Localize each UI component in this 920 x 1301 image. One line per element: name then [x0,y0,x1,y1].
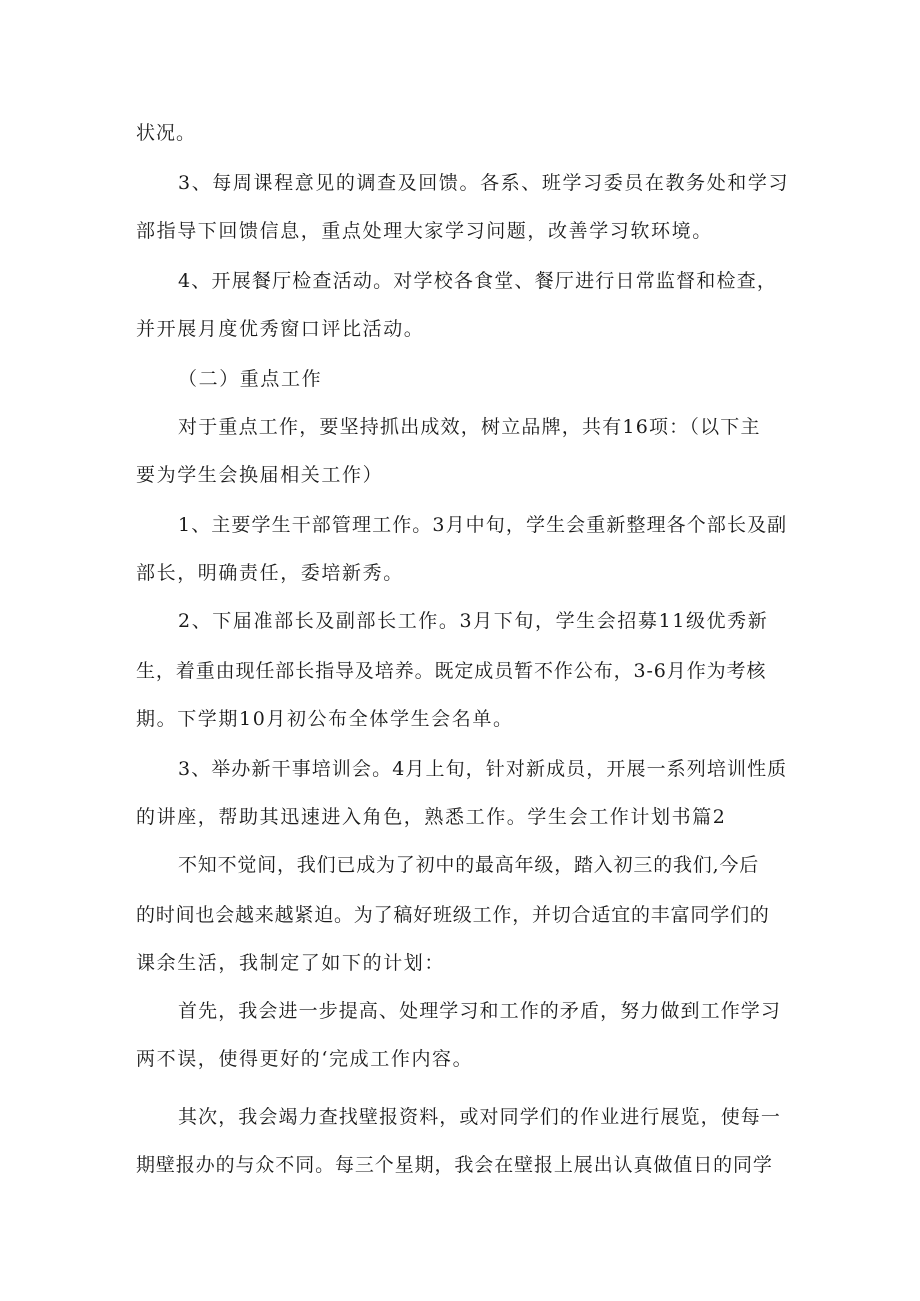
text-line: 部长，明确责任，委培新秀。 [136,562,404,584]
text-line: 并开展月度优秀窗口评比活动。 [136,318,425,340]
text-line: 两不误，使得更好的‘完成工作内容。 [136,1048,474,1070]
section-heading: （二）重点工作 [178,368,323,390]
text-line: 3、每周课程意见的调查及回馈。各系、班学习委员在教务处和学习 [178,172,790,194]
text-line: 1、主要学生干部管理工作。3月中旬，学生会重新整理各个部长及副 [178,514,788,536]
text-line: 要为学生会换届相关工作） [136,464,384,486]
text-line: 首先，我会进一步提高、处理学习和工作的矛盾，努力做到工作学习 [178,1000,782,1022]
text-line: 期壁报办的与众不同。每三个星期，我会在壁报上展出认真做值日的同学 [136,1154,773,1176]
text-line: 的讲座，帮助其迅速进入角色，熟悉工作。学生会工作计划书篇2 [136,806,727,828]
text-line: 对于重点工作，要坚持抓出成效，树立品牌，共有16项：（以下主 [178,416,761,438]
text-line: 其次，我会竭力查找壁报资料，或对同学们的作业进行展览，使每一 [178,1106,782,1128]
text-line: 部指导下回馈信息，重点处理大家学习问题，改善学习软环境。 [136,220,713,242]
text-line: 4、开展餐厅检查活动。对学校各食堂、餐厅进行日常监督和检查， [178,270,778,292]
text-line: 的时间也会越来越紧迫。为了稿好班级工作，并切合适宜的丰富同学们的 [136,904,770,926]
text-line: 2、下届准部长及副部长工作。3月下旬，学生会招募11级优秀新 [178,610,769,632]
text-line: 不知不觉间，我们已成为了初中的最高年级，踏入初三的我们,今后 [178,854,760,876]
text-line: 状况。 [136,122,197,144]
text-line: 生，着重由现任部长指导及培养。既定成员暂不作公布，3-6月作为考核 [136,660,767,682]
text-line: 3、举办新干事培训会。4月上旬，针对新成员，开展一系列培训性质 [178,758,788,780]
text-line: 课余生活，我制定了如下的计划： [136,952,446,974]
text-line: 期。下学期10月初公布全体学生会名单。 [136,708,514,730]
